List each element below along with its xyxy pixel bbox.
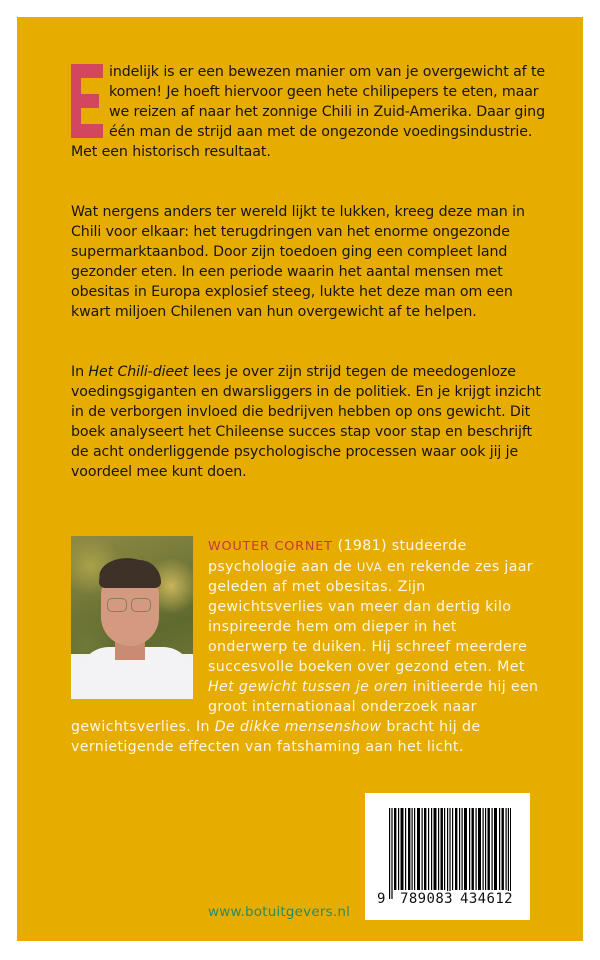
bio-part-1: (1981) studeerde psychologie aan de [208, 538, 467, 575]
p3-rest: lees je over zijn strijd tegen de meedogenloze voedingsgiganten en dwarsliggers in de politiek. En je krijgt inzicht in de verborgen invloed die bedrijven hebben op ons gewicht. Dit boek analyseert het Chileense succes stap voor stap en beschrijft de acht onderliggende psychologische processen waar ook jij je voordeel mee kunt doen. [71, 364, 541, 480]
drop-cap-middle-bar [81, 94, 99, 108]
drop-cap-letter [71, 64, 72, 65]
publisher-website: www.botuitgevers.nl [208, 904, 351, 920]
book-title: Het Chili-dieet [88, 364, 189, 380]
barcode-bars [389, 808, 511, 899]
intro-paragraph-1-text: indelijk is er een bewezen manier om van je overgewicht af te komen! Je hoeft hiervoor geen hete chilipepers te eten, maar we reizen af naar het zonnige Chili in Zuid-Amerika. Daar ging één man de strijd aan met de ongezonde voedingsindustrie. Met een historisch resultaat. [71, 64, 546, 160]
isbn-group-2: 434612 [460, 891, 513, 907]
photo-spacer [71, 536, 208, 716]
isbn-group-1: 789083 [400, 891, 453, 907]
isbn-lead-digit: 9 [377, 891, 386, 907]
p3-prefix: In [71, 364, 89, 380]
isbn-barcode [365, 793, 530, 920]
intro-paragraph-1 [71, 62, 551, 162]
drop-cap-e [71, 64, 103, 138]
author-name: WOUTER CORNET [208, 539, 333, 554]
uva-abbrev: UVA [356, 560, 383, 574]
bio-part-4: bracht hij de vernietigende effecten van fatshaming aan het licht. [71, 719, 481, 755]
bio-part-2: en rekende zes jaar geleden af met obesitas. Zijn gewichtsverlies van meer dan dertig kilo inspireerde hem om dieper in het onderwerp te duiken. Hij schreef meerdere succesvolle boeken over gezond eten. Met [208, 559, 533, 675]
intro-paragraph-3-text [71, 362, 551, 482]
intro-paragraph-2-text: Wat nergens anders ter wereld lijkt te lukken, kreeg deze man in Chili voor elkaar: het terugdringen van het enorme ongezonde supermarktaanbod. Door zijn toedoen ging een compleet land gezonder eten. In een periode waarin het aantal mensen met obesitas in Europa explosief steeg, lukte het deze man om een kwart miljoen Chilenen van hun overgewicht af te helpen. [71, 204, 525, 320]
intro-paragraph-2 [71, 202, 551, 322]
book-title-2: Het gewicht tussen je oren [208, 679, 408, 695]
intro-paragraph-3 [71, 362, 551, 482]
bio-part-3: initieerde hij een groot internationaal onderzoek naar gewichtsverlies. In [71, 679, 539, 735]
author-bio [71, 536, 541, 757]
book-title-3: De dikke mensenshow [214, 719, 382, 735]
